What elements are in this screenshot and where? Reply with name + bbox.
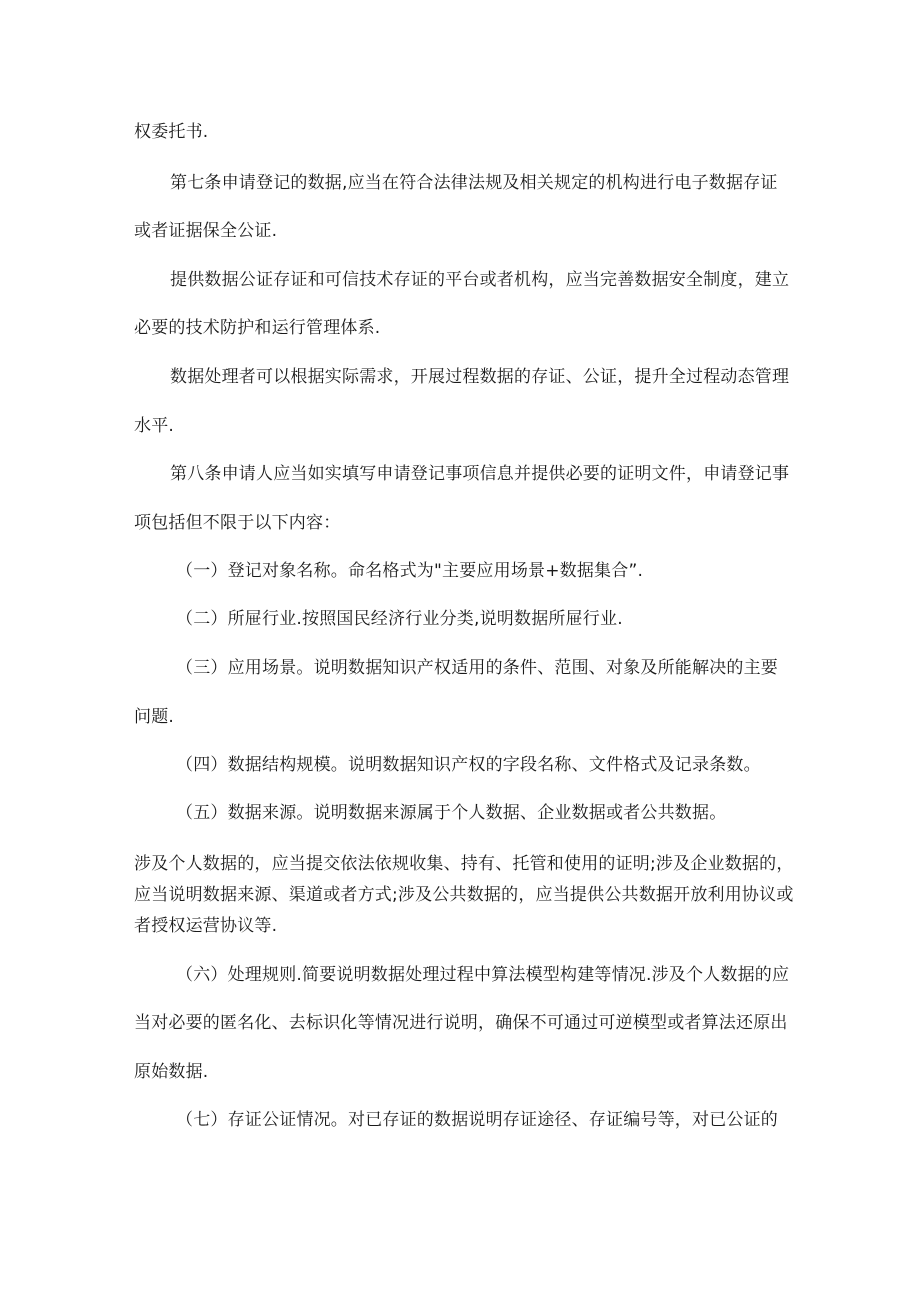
text-line: 权委托书.	[134, 122, 209, 142]
list-item: （七）存证公证情况。对已存证的数据说明存证途径、存证编号等，对已公证的	[176, 1110, 778, 1130]
text-line: 应当说明数据来源、渠道或者方式;涉及公共数据的，应当提供公共数据开放利用协议或	[134, 885, 794, 905]
text-line: 当对必要的匿名化、去标识化等情况进行说明，确保不可通过可逆模型或者算法还原出	[134, 1013, 788, 1033]
text-line: 必要的技术防护和运行管理体系.	[134, 318, 381, 338]
text-line: 涉及个人数据的，应当提交依法依规收集、持有、托管和使用的证明;涉及企业数据的，	[134, 854, 794, 874]
text-line: 者授权运营协议等.	[134, 916, 278, 936]
list-item: （六）处理规则.简要说明数据处理过程中算法模型构建等情况.涉及个人数据的应	[176, 965, 790, 985]
list-item: （五）数据来源。说明数据来源属于个人数据、企业数据或者公共数据。	[176, 803, 727, 823]
list-item: （一）登记对象名称。命名格式为"主要应用场景+数据集合”.	[176, 561, 644, 581]
paragraph-line: 数据处理者可以根据实际需求，开展过程数据的存证、公证，提升全过程动态管理	[170, 367, 790, 387]
text-line: 原始数据.	[134, 1062, 209, 1082]
text-line: 项包括但不限于以下内容：	[134, 513, 341, 533]
list-item: （三）应用场景。说明数据知识产权适用的条件、范围、对象及所能解决的主要	[176, 658, 778, 678]
paragraph-line: 提供数据公证存证和可信技术存证的平台或者机构，应当完善数据安全制度，建立	[170, 270, 790, 290]
text-line: 问题.	[134, 707, 175, 727]
text-line: 水平.	[134, 416, 175, 436]
article-8-line: 第八条申请人应当如实填写申请登记事项信息并提供必要的证明文件，申请登记事	[170, 464, 790, 484]
list-item: （四）数据结构规模。说明数据知识产权的字段名称、文件格式及记录条数。	[176, 755, 761, 775]
list-item: （二）所屉行业.按照国民经济行业分类,说明数据所屉行业.	[176, 609, 623, 629]
article-7-line: 第七条申请登记的数据,应当在符合法律法规及相关规定的机构进行电子数据存证	[170, 173, 778, 193]
text-line: 或者证据保全公证.	[134, 221, 278, 241]
